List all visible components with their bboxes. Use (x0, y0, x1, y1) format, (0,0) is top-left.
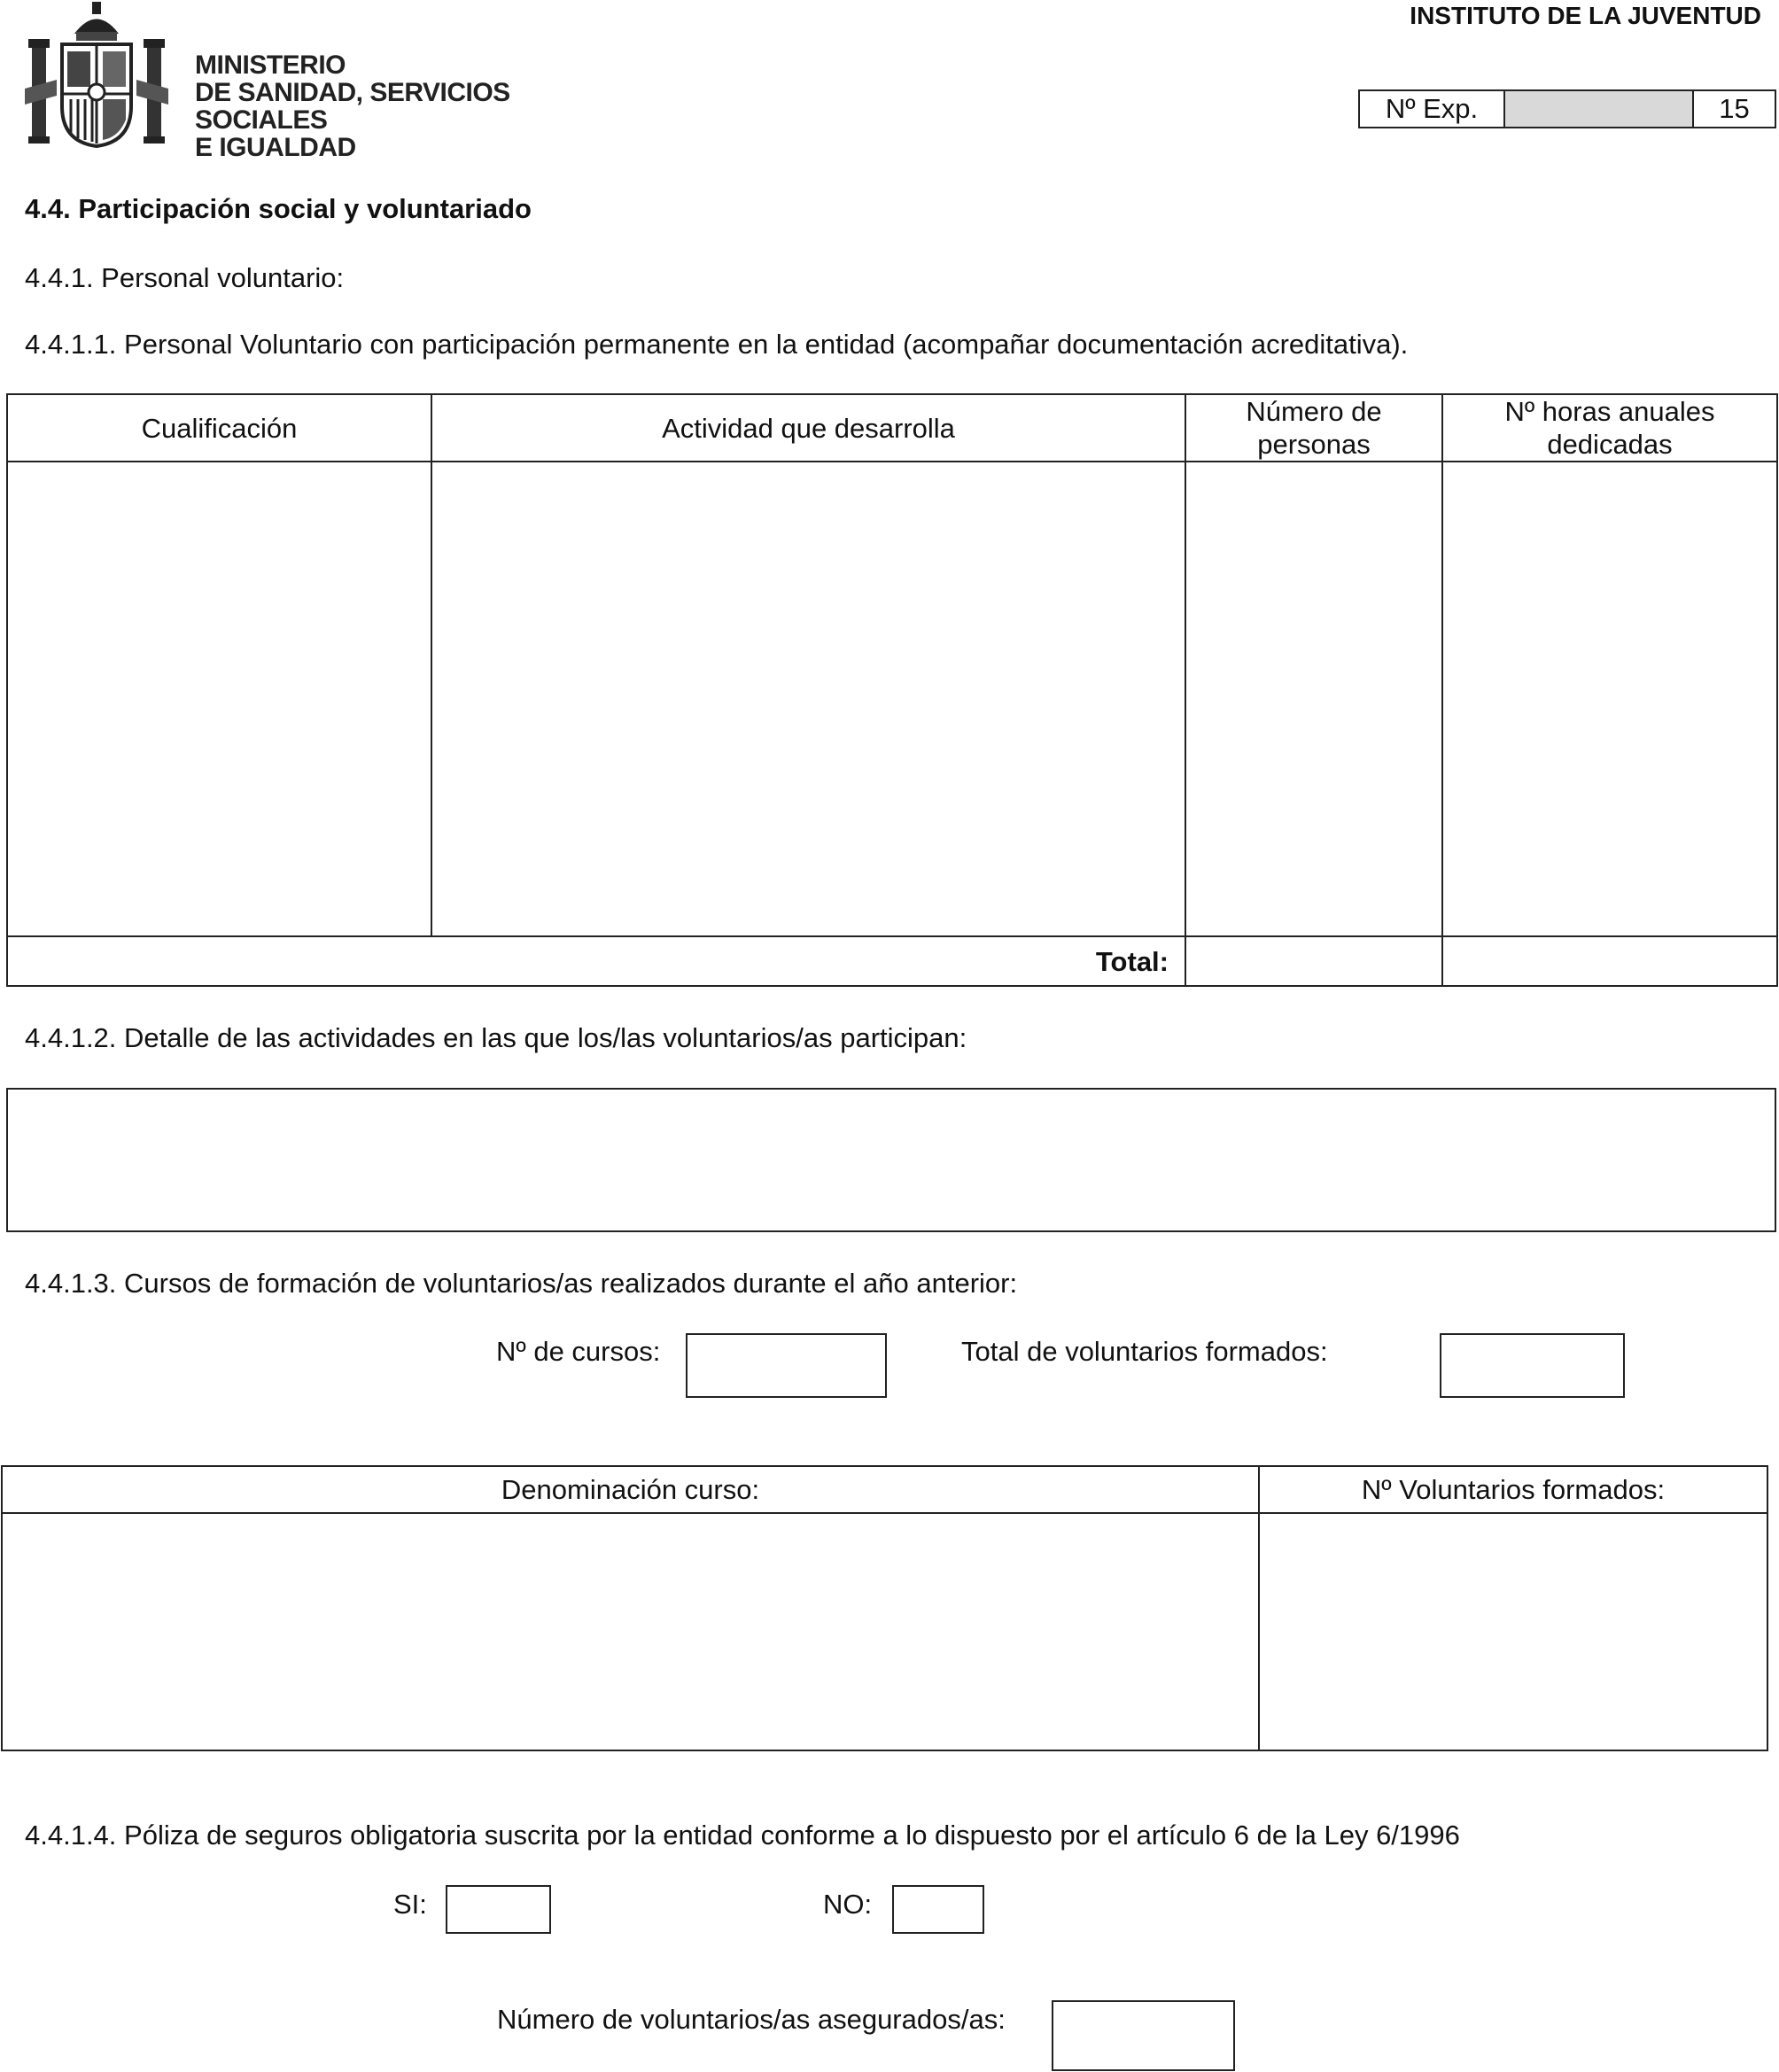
subsection-permanent-volunteers: 4.4.1.1. Personal Voluntario con participación permanente en la entidad (acompañar documentación acreditativa). (25, 329, 1409, 360)
subsection-activities-detail: 4.4.1.2. Detalle de las actividades en las que los/las voluntarios/as participan: (25, 1022, 967, 1053)
num-courses-label: Nº de cursos: (496, 1336, 661, 1367)
subsection-personal-voluntario: 4.4.1. Personal voluntario: (25, 262, 345, 293)
total-trained-field[interactable] (1440, 1333, 1625, 1398)
header-actividad: Actividad que desarrolla (431, 394, 1185, 462)
page-number: 15 (1719, 93, 1750, 124)
yes-label: SI: (393, 1889, 427, 1920)
section-title: 4.4. Participación social y voluntariado (25, 193, 532, 224)
cell-denominacion-curso[interactable] (2, 1513, 1259, 1750)
total-trained-label: Total de voluntarios formados: (961, 1336, 1328, 1367)
total-horas-cell[interactable] (1442, 936, 1777, 986)
exp-number-field[interactable] (1505, 91, 1694, 127)
subsection-training-courses: 4.4.1.3. Cursos de formación de voluntarios/as realizados durante el año anterior: (25, 1268, 1018, 1299)
expedient-box (1358, 89, 1776, 128)
institute-name: INSTITUTO DE LA JUVENTUD (1410, 2, 1761, 29)
ministry-line-2: DE SANIDAD, SERVICIOS SOCIALES (195, 78, 510, 135)
ministry-line-3: E IGUALDAD (195, 133, 356, 162)
cell-actividad[interactable] (431, 462, 1185, 936)
total-label-cell (7, 936, 1185, 986)
insured-volunteers-field[interactable] (1052, 2000, 1235, 2071)
yes-checkbox[interactable] (446, 1885, 551, 1934)
total-personas-cell[interactable] (1185, 936, 1442, 986)
activities-detail-field[interactable] (6, 1088, 1776, 1232)
header-denominacion-curso: Denominación curso: (2, 1466, 1259, 1513)
courses-table (1, 1465, 1768, 1751)
cell-voluntarios-formados[interactable] (1259, 1513, 1767, 1750)
cell-numero-personas[interactable] (1185, 462, 1442, 936)
header-voluntarios-formados: Nº Voluntarios formados: (1259, 1466, 1767, 1513)
header-cualificacion: Cualificación (7, 394, 431, 462)
no-checkbox[interactable] (892, 1885, 984, 1934)
ministry-logo (21, 0, 606, 162)
ministry-line-1: MINISTERIO (195, 50, 346, 80)
num-courses-field[interactable] (686, 1333, 887, 1398)
no-label: NO: (823, 1889, 873, 1920)
cell-horas-anuales[interactable] (1442, 462, 1777, 936)
exp-label: Nº Exp. (1360, 91, 1505, 127)
coat-of-arms-icon (21, 0, 172, 151)
header-horas-anuales: Nº horas anuales dedicadas (1442, 394, 1777, 462)
total-label: Total: (1095, 945, 1169, 977)
header-numero-personas: Número de personas (1185, 394, 1442, 462)
subsection-insurance-policy: 4.4.1.4. Póliza de seguros obligatoria suscrita por la entidad conforme a lo dispuesto por el artículo 6 de la Ley 6/1996 (25, 1820, 1460, 1851)
cell-cualificacion[interactable] (7, 462, 431, 936)
volunteers-table (6, 393, 1778, 987)
insured-volunteers-label: Número de voluntarios/as asegurados/as: (497, 2004, 1006, 2035)
